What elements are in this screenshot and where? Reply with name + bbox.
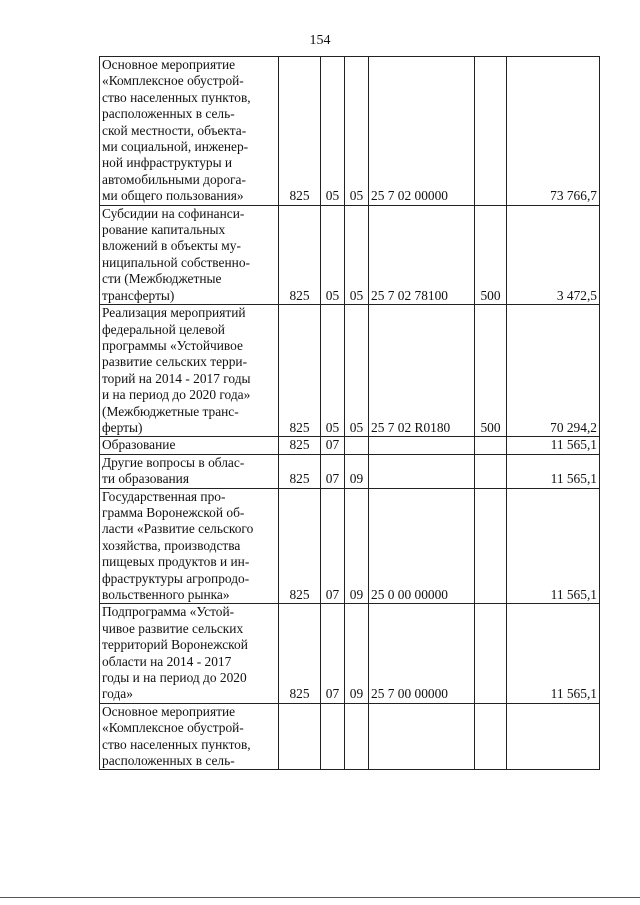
target-article: 25 7 02 R0180 xyxy=(369,305,475,437)
table-row xyxy=(100,703,600,770)
amount: 3 472,5 xyxy=(507,205,600,304)
target-article: 25 7 02 78100 xyxy=(369,205,475,304)
section-code xyxy=(321,703,345,770)
row-name: Основное мероприятие «Комплексное обустрой- ство населенных пунктов, расположенных в сель- xyxy=(100,703,279,770)
table-row xyxy=(100,604,600,703)
target-article: 25 7 00 00000 xyxy=(369,604,475,703)
table-row xyxy=(100,305,600,437)
amount: 70 294,2 xyxy=(507,305,600,437)
ministry-code: 825 xyxy=(279,305,321,437)
section-code: 07 xyxy=(321,604,345,703)
ministry-code: 825 xyxy=(279,488,321,604)
row-name: Реализация мероприятий федеральной целевой программы «Устойчивое развитие сельских терри- торий на 2014 - 2017 годы и на период до 2020 года» (Межбюджетные транс- ферты) xyxy=(100,305,279,437)
expense-type: 500 xyxy=(475,205,507,304)
target-article: 25 0 00 00000 xyxy=(369,488,475,604)
table-row xyxy=(100,454,600,488)
subsection-code: 05 xyxy=(345,57,369,206)
expense-type xyxy=(475,604,507,703)
amount: 73 766,7 xyxy=(507,57,600,206)
amount xyxy=(507,703,600,770)
ministry-code: 825 xyxy=(279,454,321,488)
expense-type xyxy=(475,488,507,604)
expense-type xyxy=(475,437,507,454)
amount: 11 565,1 xyxy=(507,437,600,454)
subsection-code: 09 xyxy=(345,488,369,604)
table-row xyxy=(100,205,600,304)
row-name: Основное мероприятие «Комплексное обустрой- ство населенных пунктов, расположенных в сель- ской местности, объекта- ми социальной, инженер- ной инфраструктуры и автомобильными дорога- ми общего пользования» xyxy=(100,57,279,206)
section-code: 05 xyxy=(321,57,345,206)
ministry-code: 825 xyxy=(279,205,321,304)
ministry-code: 825 xyxy=(279,437,321,454)
row-name: Подпрограмма «Устой- чивое развитие сельских территорий Воронежской области на 2014 - 2017 годы и на период до 2020 года» xyxy=(100,604,279,703)
subsection-code xyxy=(345,437,369,454)
expense-type xyxy=(475,703,507,770)
subsection-code xyxy=(345,703,369,770)
subsection-code: 09 xyxy=(345,454,369,488)
table-row xyxy=(100,57,600,206)
target-article: 25 7 02 00000 xyxy=(369,57,475,206)
subsection-code: 09 xyxy=(345,604,369,703)
subsection-code: 05 xyxy=(345,305,369,437)
section-code: 07 xyxy=(321,454,345,488)
section-code: 05 xyxy=(321,305,345,437)
page-number: 154 xyxy=(309,33,331,48)
amount: 11 565,1 xyxy=(507,604,600,703)
target-article xyxy=(369,437,475,454)
ministry-code: 825 xyxy=(279,57,321,206)
section-code: 07 xyxy=(321,488,345,604)
table-row xyxy=(100,437,600,454)
row-name: Другие вопросы в облас- ти образования xyxy=(100,454,279,488)
row-name: Образование xyxy=(100,437,279,454)
row-name: Государственная про- грамма Воронежской об- ласти «Развитие сельского хозяйства, производства пищевых продуктов и ин- фраструктуры агропродо- вольственного рынка» xyxy=(100,488,279,604)
expense-type xyxy=(475,57,507,206)
table-row xyxy=(100,488,600,604)
amount: 11 565,1 xyxy=(507,454,600,488)
subsection-code: 05 xyxy=(345,205,369,304)
target-article xyxy=(369,454,475,488)
expense-type: 500 xyxy=(475,305,507,437)
section-code: 05 xyxy=(321,205,345,304)
expense-type xyxy=(475,454,507,488)
amount: 11 565,1 xyxy=(507,488,600,604)
page-bottom-rule xyxy=(0,897,640,898)
target-article xyxy=(369,703,475,770)
ministry-code: 825 xyxy=(279,604,321,703)
ministry-code xyxy=(279,703,321,770)
section-code: 07 xyxy=(321,437,345,454)
row-name: Субсидии на софинанси- рование капитальных вложений в объекты му- ниципальной собственно- сти (Межбюджетные трансферты) xyxy=(100,205,279,304)
budget-table xyxy=(99,56,600,770)
